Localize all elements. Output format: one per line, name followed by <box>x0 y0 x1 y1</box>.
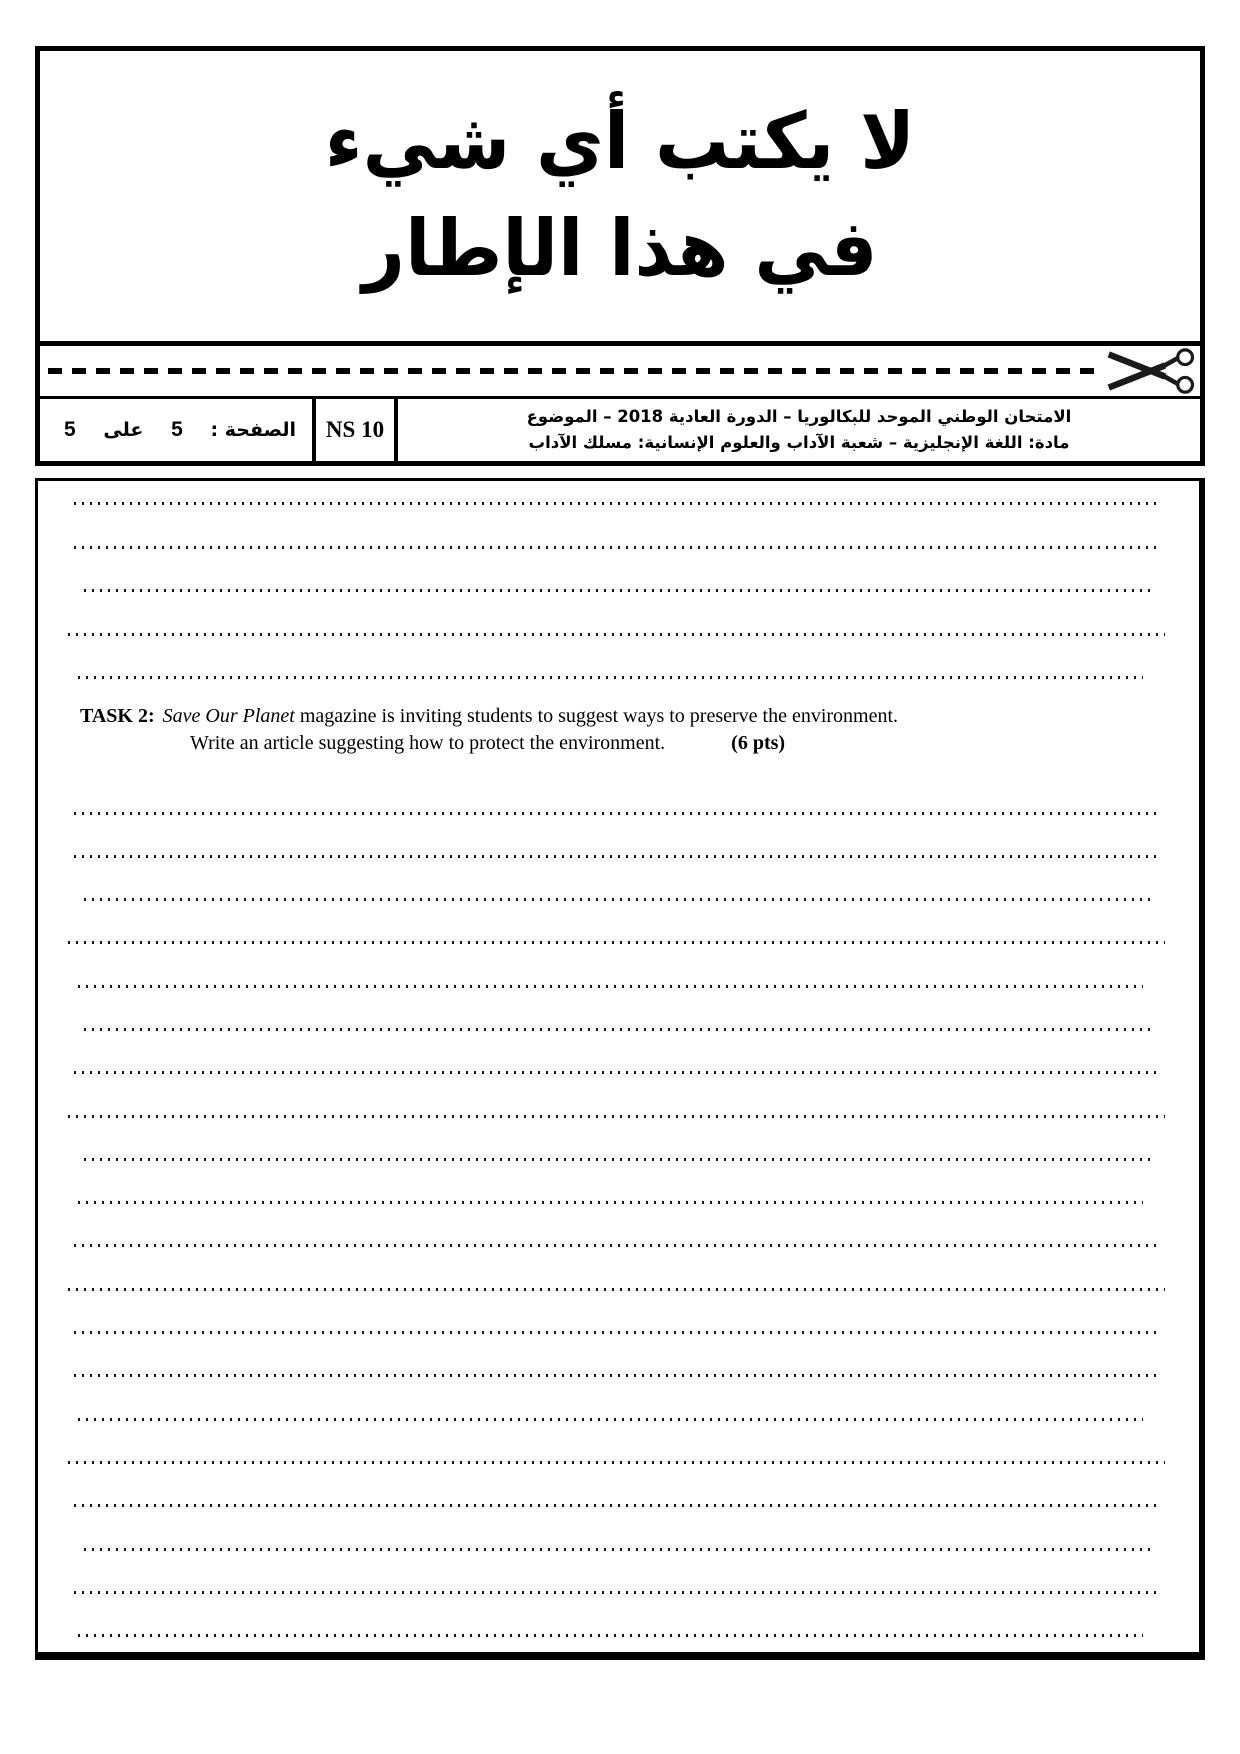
dotted-writing-line <box>38 922 1199 965</box>
dotted-writing-line <box>38 1615 1199 1658</box>
dotted-writing-line <box>38 1529 1199 1572</box>
exam-title <box>398 399 1200 461</box>
no-write-frame <box>40 51 1200 346</box>
dotted-writing-line <box>38 1139 1199 1182</box>
dotted-writing-line <box>38 1182 1199 1225</box>
task2-points: (6 pts) <box>731 731 786 754</box>
dotted-writing-line <box>38 1485 1199 1528</box>
dotted-writing-line <box>38 1355 1199 1398</box>
dotted-writing-line <box>38 1269 1199 1312</box>
dotted-writing-line <box>38 966 1199 1009</box>
dotted-writing-line <box>38 657 1199 701</box>
dotted-writing-line <box>38 836 1199 879</box>
exam-title-line1: الامتحان الوطني الموحد للبكالوريا – الدورة العادية 2018 – الموضوع <box>526 406 1072 426</box>
dotted-writing-line <box>38 1442 1199 1485</box>
dotted-writing-line <box>38 1052 1199 1095</box>
task2-magazine-name: Save Our Planet <box>162 704 295 727</box>
writing-lines-top <box>38 481 1199 701</box>
no-write-notice-line1: لا يكتب أي شيء <box>324 96 916 187</box>
dotted-writing-line <box>38 1009 1199 1052</box>
dotted-writing-line <box>38 1399 1199 1442</box>
cut-dashed-line <box>48 368 1104 374</box>
dotted-writing-line <box>38 570 1199 614</box>
task2-prompt-text: magazine is inviting students to suggest ways to preserve the environment. <box>299 704 899 727</box>
page-total: 5 <box>64 418 76 441</box>
writing-lines-bottom <box>38 793 1199 1659</box>
no-write-notice-line2: في هذا الإطار <box>362 203 878 295</box>
dotted-writing-line <box>38 614 1199 658</box>
dotted-writing-line <box>38 1312 1199 1355</box>
task2-instruction: Write an article suggesting how to protect the environment. <box>190 731 666 754</box>
dotted-writing-line <box>38 1572 1199 1615</box>
answer-area <box>35 478 1205 1660</box>
exam-code: NS 10 <box>312 399 398 461</box>
task2-prompt <box>38 701 1199 757</box>
task2-prompt-line2 <box>190 730 1171 757</box>
page-indicator <box>40 399 312 461</box>
dotted-writing-line <box>38 1096 1199 1139</box>
exam-header-row <box>40 399 1200 461</box>
page-of-word: على <box>103 419 144 441</box>
dotted-writing-line <box>38 793 1199 836</box>
page-label: الصفحة : <box>210 419 296 441</box>
dotted-writing-line <box>38 527 1199 571</box>
cut-line-section <box>40 346 1200 399</box>
scissors-icon <box>1106 348 1198 394</box>
page-current: 5 <box>171 418 183 441</box>
dotted-writing-line <box>38 1225 1199 1268</box>
exam-title-line2: مادة: اللغة الإنجليزية – شعبة الآداب والعلوم الإنسانية: مسلك الآداب <box>528 433 1070 452</box>
task2-label: TASK 2: <box>80 704 155 727</box>
top-assembly <box>35 46 1205 466</box>
dotted-writing-line <box>38 483 1199 527</box>
dotted-writing-line <box>38 879 1199 922</box>
